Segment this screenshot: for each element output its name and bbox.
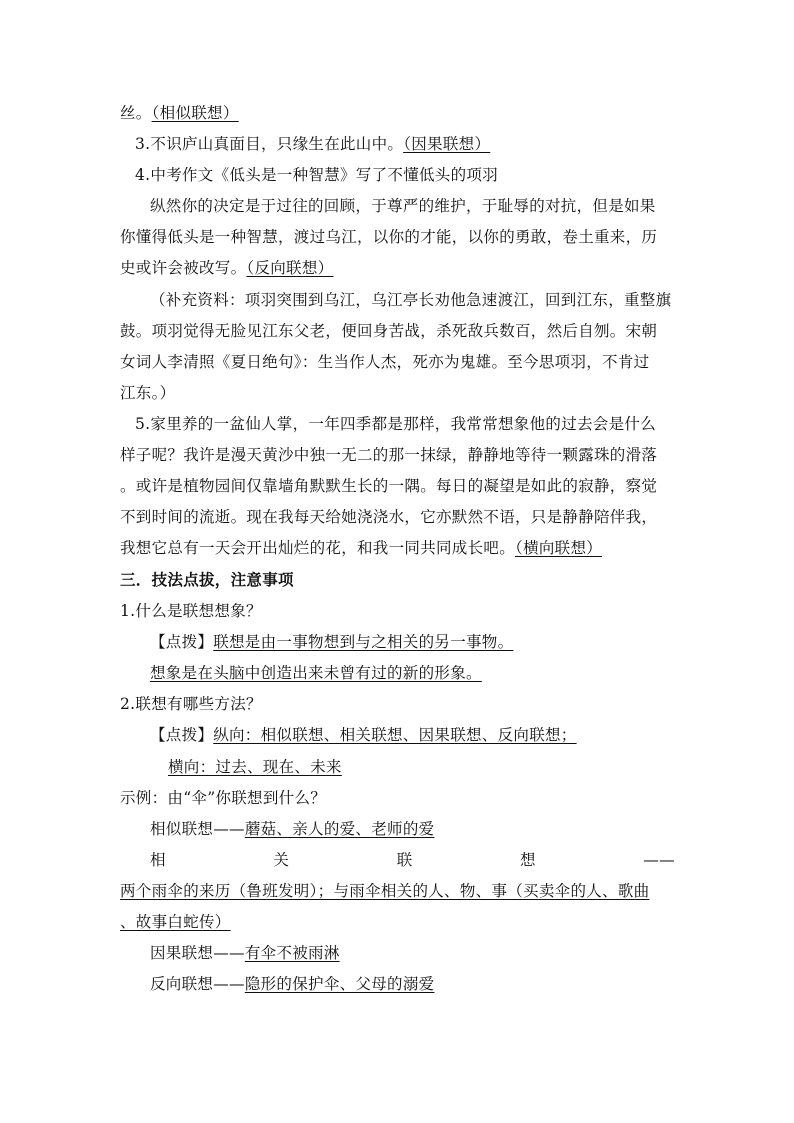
item2-tail-line (120, 103, 675, 123)
question-1: 1.什么是联想想象？ (120, 602, 262, 620)
item3-note: （因果联想） (403, 135, 491, 153)
item5-line-2: 样子呢？我许是漫天黄沙中独一无二的那一抹绿，静静地等待一颗露珠的滑落 (120, 446, 658, 464)
supplement-line-4: 江东。） (120, 384, 176, 402)
q1-tag: 【点拨】 (150, 633, 214, 651)
related-char-2: 关 (273, 851, 290, 869)
item3-text: 3.不识庐山真面目，只缘生在此山中。 (135, 135, 404, 153)
supplement-line-2: 鼓。项羽觉得无脸见江东父老，便回身苦战，杀死敌兵数百，然后自刎。宋朝 (120, 322, 658, 340)
item5-line-3: 。或许是植物园间仅靠墙角默默生长的一隅。每日的凝望是如此的寂静，察觉 (120, 477, 658, 495)
example-intro: 示例：由“伞”你联想到什么？ (120, 789, 327, 807)
item5-line-4: 不到时间的流逝。现在我每天给她浇浇水，它亦默然不语，只是静静陪伴我， (120, 508, 658, 526)
example-related-line-1 (120, 881, 675, 901)
example-causal (150, 943, 675, 963)
related-char-3: 联 (396, 851, 413, 869)
section3-heading: 三．技法点拔，注意事项 (120, 570, 294, 589)
item5-line-1: 5.家里养的一盆仙人掌，一年四季都是那样，我常常想象他的过去会是什么 (135, 415, 656, 433)
item4-para-line-3 (120, 258, 675, 278)
example-similar-label: 相似联想—— (150, 820, 245, 838)
example-related-value-1: 两个雨伞的来历（鲁班发明）；与雨伞相关的人、物、事（买卖伞的人、歌曲 (120, 882, 650, 900)
q2-answer-line-1 (150, 725, 675, 745)
q1-answer-line-2 (150, 663, 675, 683)
q2-answer-2: 横向：过去、现在、未来 (168, 758, 342, 776)
example-related-heading (150, 850, 675, 870)
item4-title: 4.中考作文《低头是一种智慧》写了不懂低头的项羽 (135, 166, 498, 184)
item4-para-line-1: 纵然你的决定是于过往的回顾，于尊严的维护，于耻辱的对抗，但是如果 (150, 197, 656, 215)
item4-para-line-3-text: 史或许会被改写。 (120, 259, 247, 277)
example-related-value-2: 、故事白蛇传） (120, 913, 231, 931)
q1-answer-1: 联想是由一事物想到与之相关的另一事物。 (213, 633, 514, 651)
q1-answer-line-1 (150, 632, 675, 652)
example-reverse-label: 反向联想—— (150, 975, 245, 993)
q2-answer-1: 纵向：相似联想、相关联想、因果联想、反向联想； (213, 726, 577, 744)
related-dash: —— (643, 851, 675, 869)
example-related-line-2 (120, 912, 675, 932)
item2-note: （相似联想） (151, 104, 239, 122)
q2-answer-line-2 (168, 757, 675, 777)
supplement-line-1: （补充资料：项羽突围到乌江，乌江亭长劝他急速渡江，回到江东，重整旗 (150, 291, 672, 309)
item3-line (135, 134, 675, 154)
example-reverse-value: 隐形的保护伞、父母的溺爱 (244, 975, 435, 993)
item5-line-5 (120, 538, 675, 558)
q2-tag: 【点拨】 (150, 726, 214, 744)
item4-para-line-2: 你懂得低头是一种智慧，渡过乌江，以你的才能，以你的勇敢，卷土重来，历 (120, 228, 658, 246)
example-causal-label: 因果联想—— (150, 944, 245, 962)
question-2: 2.联想有哪些方法？ (120, 695, 262, 713)
item4-note: （反向联想） (246, 259, 334, 277)
example-similar (150, 819, 675, 839)
supplement-line-3: 女词人李清照《夏日绝句》：生当作人杰，死亦为鬼雄。至今思项羽，不肯过 (120, 353, 650, 371)
related-char-4: 想 (520, 851, 536, 869)
related-char-1: 相 (150, 851, 166, 869)
example-causal-value: 有伞不被雨淋 (244, 944, 340, 962)
item5-line-5-text: 我想它总有一天会开出灿烂的花，和我一同共同成长吧。 (120, 539, 516, 557)
item2-tail: 丝。 (120, 104, 152, 122)
example-reverse (150, 974, 675, 994)
item5-note: （横向联想） (515, 539, 603, 557)
example-similar-value: 蘑菇、亲人的爱、老师的爱 (244, 820, 435, 838)
q1-answer-2: 想象是在头脑中创造出来未曾有过的新的形象。 (150, 664, 482, 682)
